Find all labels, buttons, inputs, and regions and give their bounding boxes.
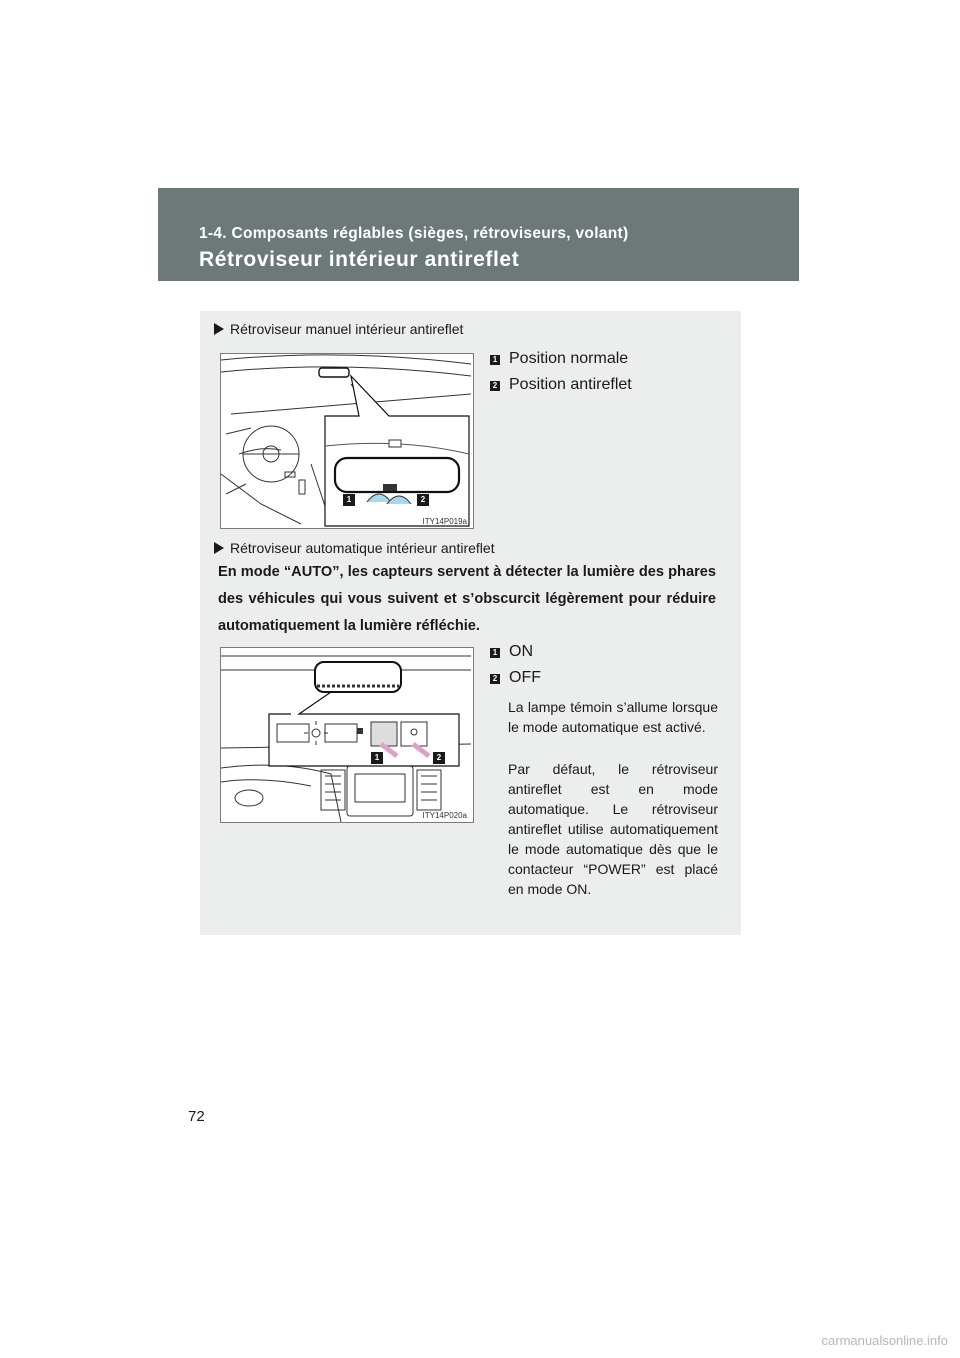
legend-item <box>490 376 632 394</box>
legend-label: Position normale <box>509 350 629 367</box>
footer-watermark: carmanualsonline.info <box>821 1333 948 1348</box>
section-title: 1-4. Composants réglables (sièges, rétroviseurs, volant) <box>199 225 629 242</box>
number-1-icon: 1 <box>490 355 500 365</box>
number-1-icon: 1 <box>490 648 500 658</box>
legend-label: Position antireflet <box>509 376 632 393</box>
number-1-icon: 1 <box>371 752 383 764</box>
auto-mirror-subtitle <box>214 540 495 556</box>
number-2-icon: 2 <box>433 752 445 764</box>
chapter-header <box>158 188 799 281</box>
legend-item <box>490 350 628 368</box>
mirror-icon <box>319 368 349 377</box>
legend-label: ON <box>509 643 533 660</box>
number-2-icon: 2 <box>490 381 500 391</box>
page-title: Rétroviseur intérieur antireflet <box>199 248 520 271</box>
content-panel <box>200 311 741 935</box>
number-2-icon: 2 <box>490 674 500 684</box>
triangle-bullet-icon <box>214 542 224 554</box>
triangle-bullet-icon <box>214 323 224 335</box>
auto-mode-description: En mode “AUTO”, les capteurs servent à détecter la lumière des phares des véhicules qui vous suivent et s’obscurcit légèrement pour réduire automatiquement la lumière réfléchie. <box>218 564 716 634</box>
figure-code: ITY14P020a <box>422 811 467 820</box>
manual-mirror-subtitle <box>214 321 463 337</box>
legend-item <box>490 643 533 661</box>
note-default-mode: Par défaut, le rétroviseur antireflet est en mode automatique. Le rétroviseur antireflet utilise automatiquement le mode automatique dès que le contacteur “POWER” est placé en mode ON. <box>508 761 718 897</box>
note-indicator-lamp: La lampe témoin s’allume lorsque le mode automatique est activé. <box>508 699 718 735</box>
legend-label: OFF <box>509 669 541 686</box>
page-number: 72 <box>188 1108 205 1125</box>
number-1-icon: 1 <box>343 494 355 506</box>
manual-mirror-illustration <box>220 353 474 529</box>
auto-mirror-illustration <box>220 647 474 823</box>
auto-mirror-subtitle-text: Rétroviseur automatique intérieur antireflet <box>230 540 495 556</box>
figure-code: ITY14P019a <box>422 517 467 526</box>
legend-item <box>490 669 541 687</box>
number-2-icon: 2 <box>417 494 429 506</box>
auto-mirror-drawing <box>221 648 473 822</box>
manual-mirror-subtitle-text: Rétroviseur manuel intérieur antireflet <box>230 321 464 337</box>
